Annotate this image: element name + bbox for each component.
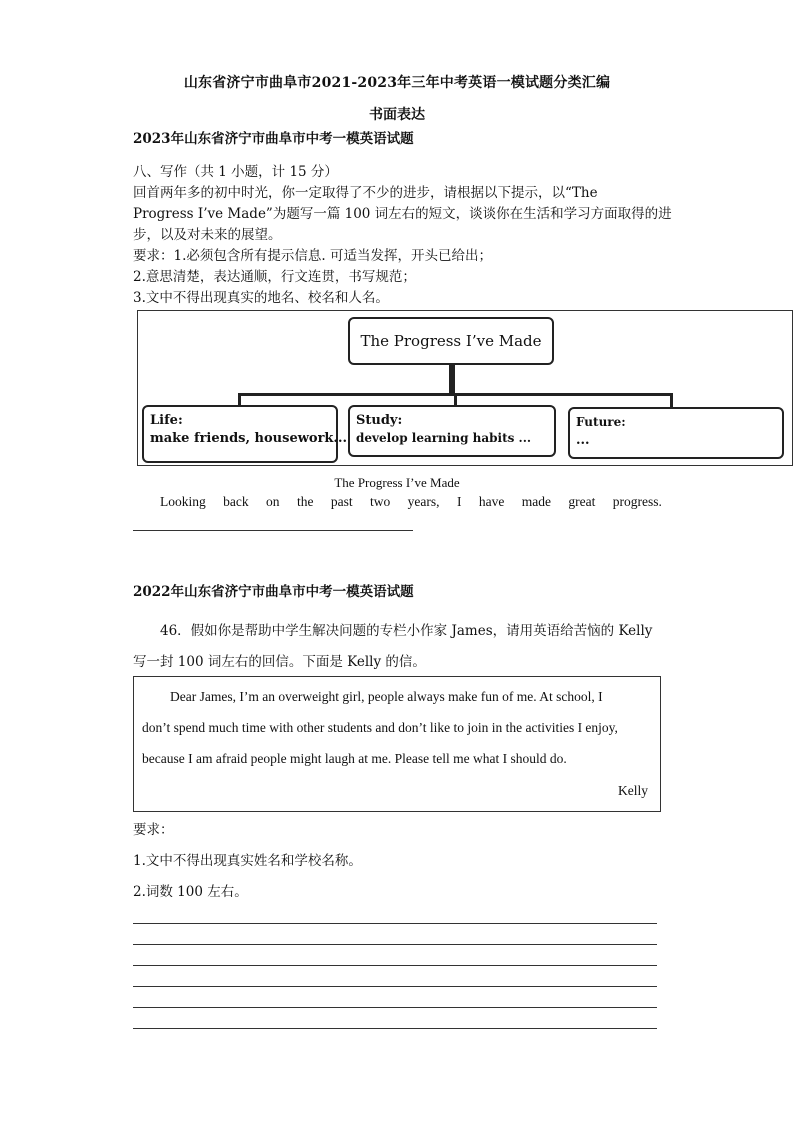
question-line: 46．假如你是帮助中学生解决问题的专栏小作家 James，请用英语给苦恼的 Kelly [160, 623, 653, 639]
kelly-letter-box [133, 676, 661, 812]
prompt-line: 步，以及对未来的展望。 [133, 227, 282, 243]
box-heading: Study: [356, 413, 403, 428]
document-title: 山东省济宁市曲阜市2021-2023年三年中考英语一模试题分类汇编 [183, 75, 611, 91]
letter-line: Dear James, I’m an overweight girl, people always make fun of me. At school, I [170, 689, 603, 704]
essay-word: years, [407, 494, 440, 509]
essay-word: I [456, 494, 462, 509]
writing-line [133, 965, 657, 966]
letter-line: don’t spend much time with other students and don’t like to join in the activities I enjoy, [142, 720, 618, 735]
essay-title: The Progress I’ve Made [334, 475, 460, 490]
box-detail: develop learning habits ... [356, 431, 532, 445]
requirement-line: 3.文中不得出现真实的地名、校名和人名。 [133, 290, 389, 306]
essay-word: made [521, 494, 551, 509]
writing-line [133, 1028, 657, 1029]
part-label: 八、写作（共 1 小题，计 15 分） [133, 164, 338, 180]
connector-trunk [449, 365, 455, 395]
document-subtitle: 书面表达 [369, 107, 425, 123]
prompt-line: Progress I’ve Made”为题写一篇 100 词左右的短文，谈谈你在生活和学习方面取得的进 [133, 206, 672, 222]
question-line: 写一封 100 词左右的回信。下面是 Kelly 的信。 [133, 654, 426, 670]
essay-word: have [478, 494, 505, 509]
mind-map-box-study [348, 405, 556, 457]
writing-line [133, 1007, 657, 1008]
connector-right [670, 393, 673, 408]
essay-word: past [330, 494, 353, 509]
essay-word: the [296, 494, 314, 509]
essay-word: two [370, 494, 391, 509]
box-detail: ... [576, 433, 590, 448]
letter-line: because I am afraid people might laugh at me. Please tell me what I should do. [142, 751, 567, 766]
requirement-line: 2.词数 100 左右。 [133, 884, 248, 900]
box-heading: Life: [150, 413, 183, 428]
essay-word: on [266, 494, 280, 509]
mind-map-root: The Progress I’ve Made [348, 317, 554, 365]
writing-line [133, 923, 657, 924]
requirement-line: 1.文中不得出现真实姓名和学校名称。 [133, 853, 362, 869]
section-2023-heading: 2023年山东省济宁市曲阜市中考一模英语试题 [133, 131, 414, 147]
section-2022-heading: 2022年山东省济宁市曲阜市中考一模英语试题 [133, 584, 414, 600]
writing-line [133, 986, 657, 987]
requirements-label: 要求： [133, 822, 174, 838]
writing-line [133, 530, 413, 531]
requirement-line: 2.意思清楚，表达通顺，行文连贯，书写规范； [133, 269, 416, 285]
writing-line [133, 944, 657, 945]
essay-opening-sentence [160, 494, 662, 510]
requirement-line: 要求：1.必须包含所有提示信息. 可适当发挥，开头已给出； [133, 248, 492, 264]
box-heading: Future: [576, 415, 626, 429]
essay-word: progress. [612, 494, 662, 509]
letter-signature: Kelly [618, 783, 648, 798]
mind-map-box-future [568, 407, 784, 459]
essay-word: Looking [160, 494, 206, 509]
essay-word: great [568, 494, 596, 509]
mind-map-figure [137, 310, 793, 466]
mind-map-box-life [142, 405, 348, 463]
box-detail: make friends, housework... [150, 431, 348, 446]
essay-word: back [223, 494, 249, 509]
prompt-line: 回首两年多的初中时光，你一定取得了不少的进步，请根据以下提示，以“The [133, 185, 598, 201]
